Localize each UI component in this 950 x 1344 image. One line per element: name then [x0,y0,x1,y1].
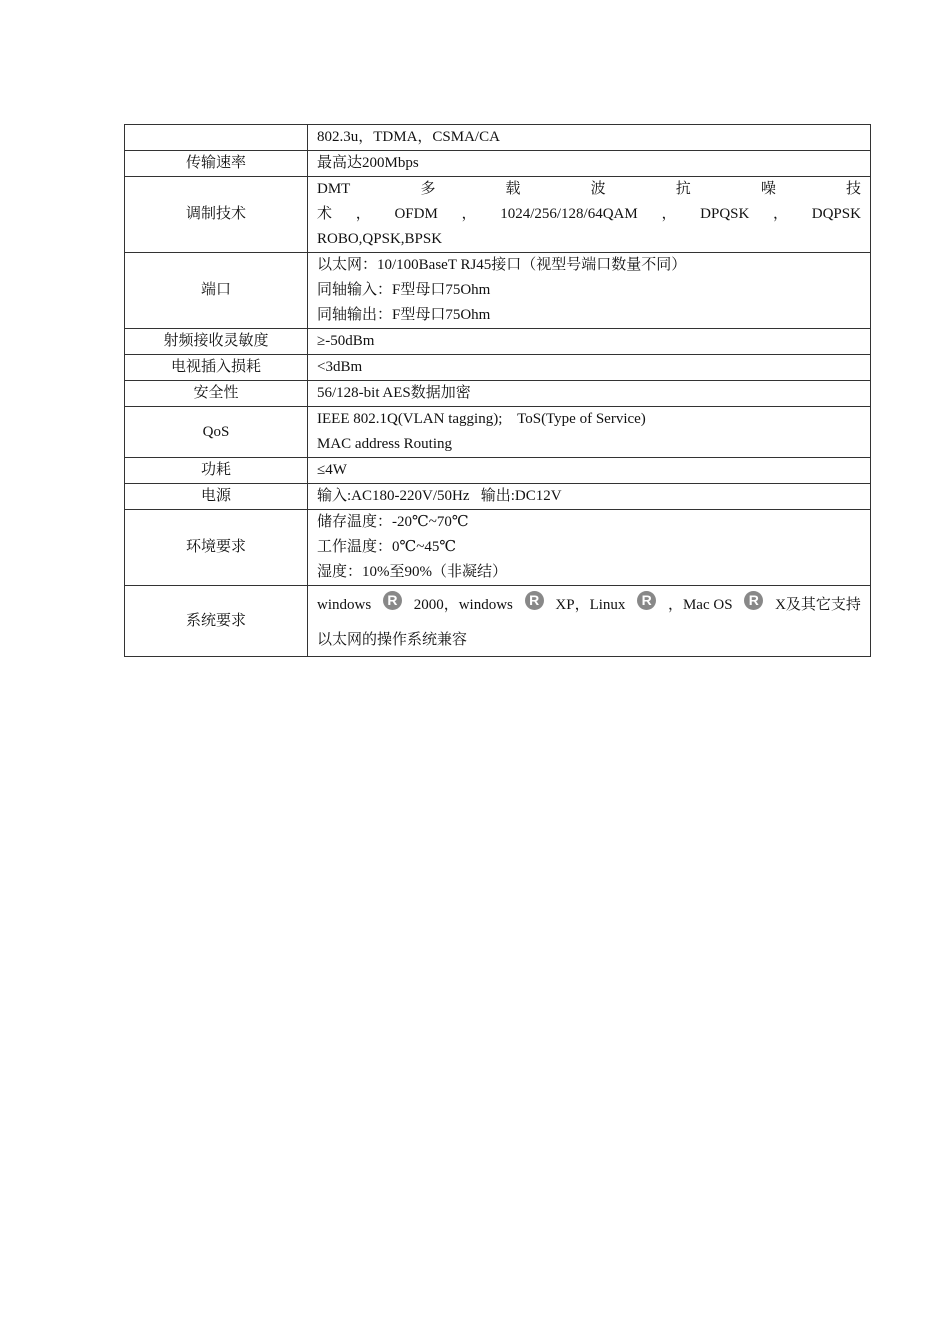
spec-table [124,124,871,657]
table-row [125,484,871,510]
row-value: 最高达200Mbps [308,151,871,177]
row-value: DMT 多 载 波 抗 噪 技 术 ， OFDM ， 1024/256/128/64QAM ， DPQSK ， DQPSK ROBO,QPSK,BPSK [308,177,871,253]
justified-line-1: DMT 多 载 波 抗 噪 技 [317,181,861,197]
underline [642,585,716,586]
row-label: 调制技术 [125,177,308,253]
row-label: 安全性 [125,381,308,407]
row-value: 56/128-bit AES数据加密 [308,381,871,407]
table-row [125,177,871,253]
row-label: 射频接收灵敏度 [125,329,308,355]
registered-icon: R [383,591,402,610]
row-label: 电源 [125,484,308,510]
table-row [125,355,871,381]
underline [538,585,618,586]
row-value: 802.3u，TDMA，CSMA/CA [308,125,871,151]
row-label: 系统要求 [125,586,308,657]
system-requirements-line: windows R 2000，windows R XP，Linux R ，Mac OS R X及其它支持 [317,591,861,613]
row-value: 输入:AC180-220V/50Hz 输出:DC12V [308,484,871,510]
row-label: 端口 [125,253,308,329]
row-value: 储存温度：-20℃~70℃ 工作温度：0℃~45℃ 湿度：10%至90%（非凝结） [308,510,871,586]
justified-line-2: 术 ， OFDM ， 1024/256/128/64QAM ， DPQSK ， DQPSK [317,206,861,222]
row-value: <3dBm [308,355,871,381]
row-value: 以太网：10/100BaseT RJ45接口（视型号端口数量不同） 同轴输入：F型母口75Ohm 同轴输出：F型母口75Ohm [308,253,871,329]
row-value: windows R 2000，windows R XP，Linux R ，Mac OS R X及其它支持 以太网的操作系统兼容 [308,586,871,657]
row-label: 功耗 [125,458,308,484]
row-label: 传输速率 [125,151,308,177]
row-label [125,125,308,151]
table-row [125,329,871,355]
registered-icon: R [525,591,544,610]
table-row [125,381,871,407]
registered-icon: R [744,591,763,610]
registered-icon: R [637,591,656,610]
row-label: QoS [125,407,308,458]
table-row [125,125,871,151]
underline [741,585,853,586]
table-row [125,510,871,586]
row-label: 环境要求 [125,510,308,586]
row-value: ≤4W [308,458,871,484]
row-label: 电视插入损耗 [125,355,308,381]
row-value: ≥-50dBm [308,329,871,355]
row-value: IEEE 802.1Q(VLAN tagging); ToS(Type of Service) MAC address Routing [308,407,871,458]
table-row [125,407,871,458]
table-row [125,458,871,484]
table-row [125,151,871,177]
table-row [125,253,871,329]
table-row [125,586,871,657]
